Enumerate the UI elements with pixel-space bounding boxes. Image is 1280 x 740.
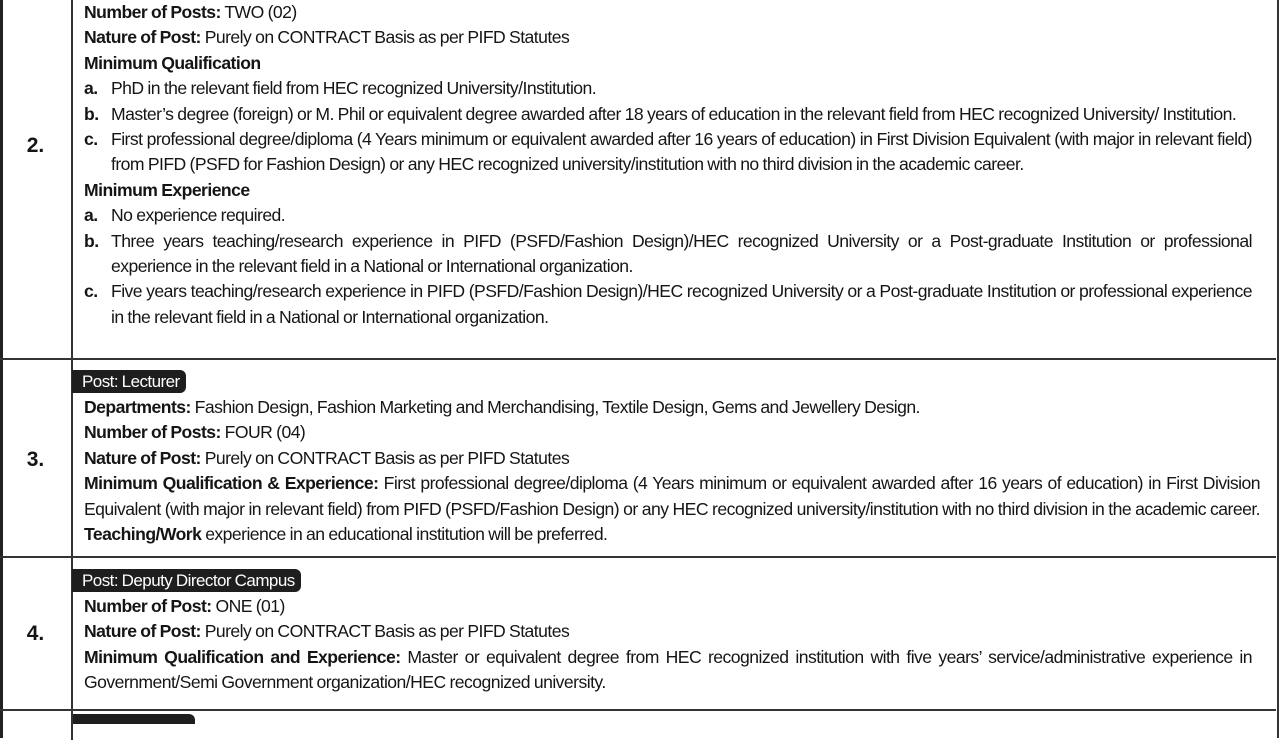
- list-item: a. PhD in the relevant field from HEC recognized University/Institution.: [84, 78, 597, 99]
- post-badge: Post: Lecturer: [72, 370, 186, 393]
- qualification-experience: Minimum Qualification and Experience: Master or equivalent degree from HEC recognized institution with five years’ service/administrative experience in Government/Semi Government organization/HEC recognized university.: [84, 646, 1252, 693]
- row-divider: [0, 556, 1276, 558]
- list-item: b. Master’s degree (foreign) or M. Phil or equivalent degree awarded after 18 years of education in the relevant field from HEC recognized University/ Institution.: [84, 103, 1237, 124]
- list-item: c. Five years teaching/research experience in PIFD (PSFD/Fashion Design)/HEC recognized University or a Post-graduate Institution or professional experience in the relevant field in a National or International organization.: [84, 281, 1252, 327]
- number-of-posts: Number of Posts: FOUR (04): [84, 422, 306, 443]
- row-divider: [0, 709, 1276, 711]
- list-item: c. First professional degree/diploma (4 Years minimum or equivalent awarded after 16 years of education) in First Division Equivalent (with major in relevant field) from PIFD (PSFD for Fashion Design) or any HEC recognized university/institution with no third division in the academic career.: [84, 129, 1252, 175]
- nature-of-post: Nature of Post: Purely on CONTRACT Basis as per PIFD Statutes: [84, 621, 570, 642]
- row-3-content: [84, 369, 1260, 547]
- row-2-content: [84, 0, 1252, 330]
- number-of-posts: Number of Posts: TWO (02): [84, 2, 297, 22]
- experience-heading: Minimum Experience: [84, 179, 250, 200]
- row-number: 2.: [26, 134, 45, 157]
- row-number: 4.: [26, 622, 45, 645]
- qualification-experience: Minimum Qualification & Experience: First professional degree/diploma (4 Years minimum or equivalent awarded after 16 years of education) in First Division Equivalent (with major in relevant field) from PIFD (PSFD/Fashion Design) or any HEC recognized university/institution with no third division in the academic career. Teaching/Work experience in an educational institution will be preferred.: [84, 473, 1260, 545]
- post-badge: Post: Deputy Director Campus: [72, 569, 301, 592]
- list-item: b. Three years teaching/research experience in PIFD (PSFD/Fashion Design)/HEC recognized University or a Post-graduate Institution or professional experience in the relevant field in a National or International organization.: [84, 230, 1252, 277]
- row-4-content: [84, 568, 1252, 696]
- qualification-heading: Minimum Qualification: [84, 52, 261, 73]
- list-item: a. No experience required.: [84, 205, 286, 226]
- nature-of-post: Nature of Post: Purely on CONTRACT Basis as per PIFD Statutes: [84, 27, 570, 48]
- nature-of-post: Nature of Post: Purely on CONTRACT Basis as per PIFD Statutes: [84, 447, 570, 468]
- number-of-posts: Number of Post: ONE (01): [84, 596, 285, 616]
- departments: Departments: Fashion Design, Fashion Marketing and Merchandising, Textile Design, Gems and Jewellery Design.: [84, 397, 920, 417]
- row-number: 3.: [26, 448, 45, 471]
- row-divider: [0, 358, 1276, 360]
- post-badge-partial: [73, 714, 195, 724]
